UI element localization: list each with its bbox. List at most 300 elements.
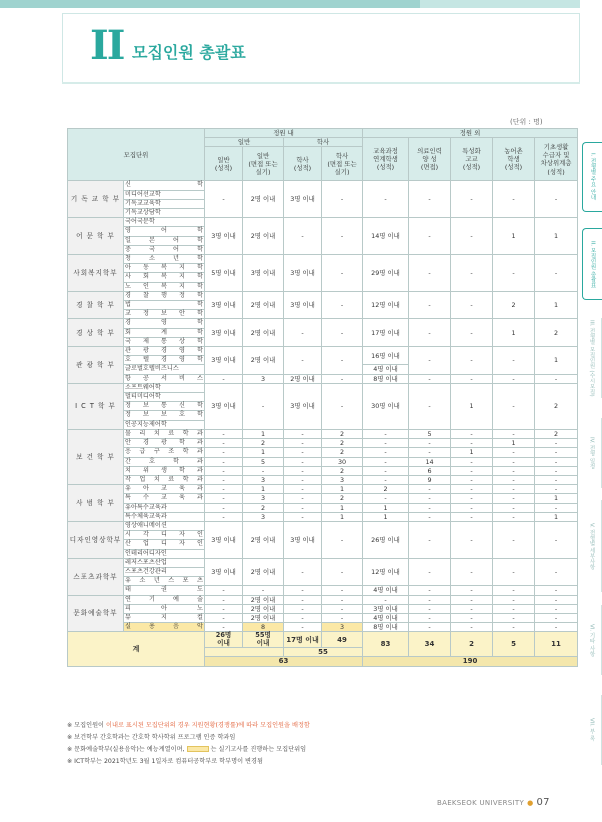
table-cell: 3명 이내 xyxy=(363,604,409,613)
dept-cell: 스포츠과학부 xyxy=(68,558,124,595)
major-cell: 안 경 광 학 과 xyxy=(125,439,204,447)
table-cell: - xyxy=(409,383,451,429)
table-cell: 11 xyxy=(535,632,578,657)
table-cell: 12명 이내 xyxy=(363,291,409,319)
table-cell: 3 xyxy=(322,475,363,484)
section-numeral: II xyxy=(90,22,124,69)
table-cell: - xyxy=(205,595,243,604)
table-cell: 83 xyxy=(363,632,409,657)
table-cell: - xyxy=(493,347,535,375)
table-cell: - xyxy=(451,604,493,613)
table-cell: - xyxy=(493,181,535,218)
table-cell: - xyxy=(451,181,493,218)
table-cell: - xyxy=(409,521,451,558)
major-cell: 실 용 음 악 xyxy=(125,623,204,631)
header-col: 의료인력 양 성 (면접) xyxy=(409,138,451,181)
table-cell: 14 xyxy=(409,457,451,466)
table-cell: 2 xyxy=(535,319,578,347)
table-cell: - xyxy=(451,558,493,586)
table-cell: 1 xyxy=(322,503,363,512)
table-cell: 8명 이내 xyxy=(363,374,409,383)
table-cell: - xyxy=(409,255,451,292)
footer-university: BAEKSEOK UNIVERSITY xyxy=(437,799,525,807)
table-cell: - xyxy=(284,604,322,613)
table-cell: 16명 이내 xyxy=(363,347,409,365)
table-cell: - xyxy=(284,475,322,484)
table-cell: 1 xyxy=(322,512,363,521)
dept-cell: 어 문 학 부 xyxy=(68,218,124,255)
table-cell: 3명 이내 xyxy=(205,521,243,558)
table-cell: - xyxy=(322,374,363,383)
table-cell: 2명 이내 xyxy=(243,181,284,218)
table-cell: 2명 이내 xyxy=(243,613,284,622)
table-cell: - xyxy=(284,494,322,503)
table-cell: - xyxy=(493,448,535,457)
table-row xyxy=(68,429,578,438)
table-row xyxy=(68,347,578,356)
table-cell: - xyxy=(284,448,322,457)
dept-cell: 경 상 학 부 xyxy=(68,319,124,347)
table-cell: 4명 이내 xyxy=(363,365,409,374)
table-cell: 1 xyxy=(493,218,535,255)
table-cell: - xyxy=(451,586,493,595)
table-cell: - xyxy=(493,383,535,429)
table-cell: - xyxy=(493,429,535,438)
unit-label: (단위 : 명) xyxy=(510,118,543,126)
header-col: 교육과정 연계학생 (성적) xyxy=(363,138,409,181)
note-1: ※ 모집인원이 이내로 표시된 모집단위의 경우 지원현황(경쟁률)에 따라 모집인원을 배정함 xyxy=(67,722,310,729)
major-cell: 소프트웨어학 xyxy=(124,383,205,392)
table-cell: - xyxy=(493,255,535,292)
table-row xyxy=(68,181,578,190)
note-2: ※ 보건학부 간호학과는 간호학 학사학위 프로그램 인증 학과임 xyxy=(67,734,236,741)
major-cell: 간 호 학 과 xyxy=(125,457,204,465)
table-cell: - xyxy=(284,586,322,595)
table-cell: 1 xyxy=(535,494,578,503)
dept-cell: 문화예술학부 xyxy=(68,595,124,632)
table-cell: - xyxy=(451,439,493,448)
table-cell: - xyxy=(409,374,451,383)
table-cell: - xyxy=(205,466,243,475)
table-cell: - xyxy=(409,586,451,595)
table-cell: - xyxy=(205,503,243,512)
major-cell: 기독교상담학 xyxy=(124,209,205,218)
table-cell: 2 xyxy=(322,448,363,457)
table-cell: - xyxy=(493,374,535,383)
table-cell: - xyxy=(451,485,493,494)
header-unit: 모집단위 xyxy=(68,129,205,181)
table-row xyxy=(68,448,578,457)
table-cell: - xyxy=(535,604,578,613)
table-cell: 3명 이내 xyxy=(205,218,243,255)
table-cell: 2명 이내 xyxy=(243,291,284,319)
table-cell: - xyxy=(322,383,363,429)
table-cell: 34 xyxy=(409,632,451,657)
major-cell: 산 업 디 자 인 xyxy=(125,540,204,548)
header-academic: 학사 xyxy=(284,138,363,147)
table-cell: - xyxy=(363,466,409,475)
table-cell: - xyxy=(451,218,493,255)
table-cell: - xyxy=(322,595,363,604)
major-cell: 스포츠건강관리 xyxy=(124,567,205,576)
table-cell: 2 xyxy=(243,503,284,512)
table-row xyxy=(68,503,578,512)
table-cell: 3명 이내 xyxy=(205,347,243,375)
major-cell: 항 공 서 비 스 xyxy=(125,374,204,382)
major-cell: 인공지능제어학 xyxy=(124,420,205,429)
table-cell: - xyxy=(284,613,322,622)
table-cell: - xyxy=(284,439,322,448)
table-cell: - xyxy=(284,503,322,512)
table-cell: 2 xyxy=(451,632,493,657)
table-cell: - xyxy=(535,503,578,512)
table-cell: - xyxy=(363,429,409,438)
table-row xyxy=(68,604,578,613)
table-cell: - xyxy=(243,383,284,429)
table-cell: - xyxy=(363,439,409,448)
table-cell: - xyxy=(409,485,451,494)
table-cell: - xyxy=(451,512,493,521)
table-body xyxy=(68,181,578,666)
table-cell: - xyxy=(493,613,535,622)
header-col: 학사 (면접 또는 실기) xyxy=(322,147,363,181)
table-cell: 2명 이내 xyxy=(243,319,284,347)
table-cell: - xyxy=(322,604,363,613)
table-cell: - xyxy=(451,503,493,512)
table-cell: 2 xyxy=(322,466,363,475)
table-cell: 190 xyxy=(363,657,578,666)
table-cell: - xyxy=(363,181,409,218)
table-cell: - xyxy=(205,429,243,438)
table-cell: 3 xyxy=(243,512,284,521)
table-cell: 2명 이내 xyxy=(243,558,284,586)
table-cell: - xyxy=(409,439,451,448)
table-cell: - xyxy=(363,457,409,466)
table-cell: - xyxy=(493,586,535,595)
table-cell: - xyxy=(535,181,578,218)
table-cell: - xyxy=(205,613,243,622)
table-cell: 2 xyxy=(535,383,578,429)
header-quota-out: 정원 외 xyxy=(363,129,578,138)
footer-dot: ● xyxy=(527,799,534,807)
table-cell: 1 xyxy=(535,291,578,319)
table-cell: 3명 이내 xyxy=(243,255,284,292)
dept-cell: 관 광 학 부 xyxy=(68,347,124,384)
header-col: 일반 (면접 또는 실기) xyxy=(243,147,284,181)
table-cell: 55 xyxy=(284,648,363,657)
table-cell: - xyxy=(284,319,322,347)
side-tab-5[interactable]: V. 전형별 세부사항 xyxy=(582,500,602,592)
table-cell: - xyxy=(409,623,451,632)
header-col: 특성화 고교 (성적) xyxy=(451,138,493,181)
table-cell: 1 xyxy=(363,512,409,521)
table-cell: - xyxy=(493,485,535,494)
table-cell: 3명 이내 xyxy=(205,558,243,586)
total-label: 계 xyxy=(68,632,205,666)
table-cell: - xyxy=(205,181,243,218)
major-cell: 경 영 학 xyxy=(125,319,204,327)
table-row xyxy=(68,521,578,530)
table-cell: - xyxy=(284,623,322,632)
table-cell: 17명 이내 xyxy=(363,319,409,347)
table-cell: 2 xyxy=(493,291,535,319)
table-cell: - xyxy=(493,558,535,586)
table-cell: 8명 이내 xyxy=(363,623,409,632)
table-cell: 3 xyxy=(243,475,284,484)
table-cell: - xyxy=(535,558,578,586)
table-cell: - xyxy=(493,604,535,613)
table-cell: - xyxy=(363,595,409,604)
side-tab-3[interactable]: III. 전형별 모집인원 (수시모집) xyxy=(582,318,602,398)
table-cell: 2 xyxy=(363,485,409,494)
major-cell: 태 권 도 xyxy=(125,586,204,594)
table-cell: - xyxy=(451,595,493,604)
major-cell: 멀티미디어학 xyxy=(124,393,205,402)
table-cell: 1 xyxy=(535,347,578,375)
table-row xyxy=(68,595,578,604)
table-cell: - xyxy=(284,558,322,586)
major-cell: 청 소 년 학 xyxy=(125,255,204,263)
table-cell: 3명 이내 xyxy=(284,255,322,292)
table-cell: 1 xyxy=(493,319,535,347)
header-col: 일반 (성적) xyxy=(205,147,243,181)
table-cell: - xyxy=(322,586,363,595)
footer xyxy=(437,797,550,808)
table-cell: - xyxy=(493,475,535,484)
table-cell: 5 xyxy=(493,632,535,657)
header-top-strip xyxy=(0,0,602,13)
table-cell: - xyxy=(493,457,535,466)
table-cell: 2명 이내 xyxy=(243,218,284,255)
table-cell: 55명 이내 xyxy=(243,632,284,648)
table-row xyxy=(68,218,578,227)
major-cell: 호 텔 경 영 학 xyxy=(125,356,204,364)
table-cell: - xyxy=(493,595,535,604)
dept-cell: I C T 학 부 xyxy=(68,383,124,429)
note-3: ※ 문화예술학부(실용음악)는 예능계열이며, 는 실기고사를 진행하는 모집단위임 xyxy=(67,746,307,753)
table-cell: - xyxy=(493,623,535,632)
table-cell: 1 xyxy=(451,383,493,429)
major-cell: 미디어선교학 xyxy=(124,190,205,199)
table-cell: - xyxy=(493,512,535,521)
table-cell: - xyxy=(451,347,493,375)
side-tab-6[interactable]: VI. 기타 사항 xyxy=(582,605,602,675)
table-cell: 26명 이내 xyxy=(205,632,243,648)
quota-summary-table xyxy=(67,128,578,667)
table-cell: 2 xyxy=(243,439,284,448)
table-cell: - xyxy=(409,319,451,347)
side-tab-2[interactable]: II. 모집인원 총괄표 xyxy=(582,228,602,300)
table-cell: - xyxy=(205,374,243,383)
table-cell: - xyxy=(535,255,578,292)
table-cell: - xyxy=(205,448,243,457)
table-cell: 5명 이내 xyxy=(205,255,243,292)
table-row xyxy=(68,623,578,632)
table-cell: - xyxy=(451,457,493,466)
table-row xyxy=(68,439,578,448)
table-cell: - xyxy=(493,503,535,512)
note-4: ※ ICT학부는 2021학년도 3월 1일자로 컴퓨터공학부로 학부명이 변경됨 xyxy=(67,758,263,765)
dept-cell: 디자인영상학부 xyxy=(68,521,124,558)
table-cell: - xyxy=(205,475,243,484)
side-tab-7[interactable]: VII. 부 록 xyxy=(582,695,602,765)
major-cell: 법 학 xyxy=(125,301,204,309)
table-cell: - xyxy=(409,181,451,218)
table-cell: - xyxy=(205,604,243,613)
table-cell: - xyxy=(451,494,493,503)
table-cell: 3명 이내 xyxy=(205,383,243,429)
major-cell: 뮤 지 컬 xyxy=(125,613,204,621)
header-col: 기초생활 수급자 및 차상위계층 (성적) xyxy=(535,138,578,181)
table-cell: - xyxy=(535,613,578,622)
header-quota-in: 정원 내 xyxy=(205,129,363,138)
major-cell: 특 수 교 육 과 xyxy=(125,494,204,502)
table-cell: 1 xyxy=(363,503,409,512)
table-cell: - xyxy=(535,374,578,383)
table-row xyxy=(68,494,578,503)
table-cell: - xyxy=(535,485,578,494)
table-cell: - xyxy=(322,181,363,218)
table-cell: 4명 이내 xyxy=(363,613,409,622)
major-cell: 유아특수교육과 xyxy=(124,503,205,512)
table-cell: - xyxy=(284,429,322,438)
table-cell: 12명 이내 xyxy=(363,558,409,586)
table-cell: 2명 이내 xyxy=(243,604,284,613)
major-cell: 정 보 보 호 학 xyxy=(125,411,204,419)
table-cell: - xyxy=(205,586,243,595)
major-cell: 국 제 통 상 학 xyxy=(125,337,204,345)
side-tab-4[interactable]: IV. 전형 일정 xyxy=(582,418,602,488)
table-cell: 49 xyxy=(322,632,363,648)
table-cell: - xyxy=(451,466,493,475)
table-cell: - xyxy=(535,457,578,466)
table-row xyxy=(68,613,578,622)
table-cell: - xyxy=(535,595,578,604)
table-cell: 2명 이내 xyxy=(243,521,284,558)
major-cell: 중 국 어 학 xyxy=(125,245,204,253)
table-cell: 1 xyxy=(535,512,578,521)
table-cell: - xyxy=(322,558,363,586)
dept-cell: 사 범 학 부 xyxy=(68,485,124,522)
table-cell: - xyxy=(322,613,363,622)
table-cell: - xyxy=(409,218,451,255)
table-cell: 63 xyxy=(205,657,363,666)
table-cell: 3 xyxy=(243,374,284,383)
table-cell: - xyxy=(451,255,493,292)
table-cell: 2 xyxy=(322,429,363,438)
table-cell: - xyxy=(284,512,322,521)
table-cell: - xyxy=(451,475,493,484)
table-row xyxy=(68,383,578,392)
table-cell: - xyxy=(363,448,409,457)
table-cell: - xyxy=(243,586,284,595)
table-cell: - xyxy=(409,503,451,512)
notes xyxy=(67,720,577,768)
side-tabs xyxy=(580,100,602,800)
table-cell: 3명 이내 xyxy=(284,291,322,319)
major-cell: 교 정 보 안 학 xyxy=(125,310,204,318)
table-cell: 1 xyxy=(493,439,535,448)
table-cell: 2명 이내 xyxy=(243,347,284,375)
table-cell: - xyxy=(409,347,451,375)
table-cell: - xyxy=(493,466,535,475)
major-cell: 영 어 학 xyxy=(125,227,204,235)
table-cell: 2 xyxy=(535,429,578,438)
major-cell: 회 계 학 xyxy=(125,328,204,336)
table-cell: - xyxy=(205,494,243,503)
page-number: 07 xyxy=(536,797,550,808)
table-cell: - xyxy=(363,494,409,503)
table-cell: 17명 이내 xyxy=(284,632,322,648)
table-cell: 29명 이내 xyxy=(363,255,409,292)
table-cell: - xyxy=(322,218,363,255)
table-cell: 1 xyxy=(243,485,284,494)
table-row xyxy=(68,558,578,567)
table-cell: - xyxy=(284,595,322,604)
major-cell: 글로벌호텔비즈니스 xyxy=(124,365,205,374)
total-general-spacer xyxy=(205,648,284,657)
table-cell: 8 xyxy=(243,623,284,632)
dept-cell: 보 건 학 부 xyxy=(68,429,124,484)
table-row xyxy=(68,466,578,475)
table-row xyxy=(68,255,578,264)
major-cell: 시 각 디 자 인 xyxy=(125,531,204,539)
table-cell: 1 xyxy=(243,429,284,438)
table-cell: - xyxy=(451,613,493,622)
table-cell: 5 xyxy=(409,429,451,438)
table-cell: - xyxy=(535,623,578,632)
table-cell: - xyxy=(322,521,363,558)
table-cell: - xyxy=(284,485,322,494)
side-tab-1[interactable]: I. 전형별 주요 안내 xyxy=(582,142,602,212)
table-cell: - xyxy=(535,586,578,595)
table-cell: - xyxy=(409,494,451,503)
table-cell: 26명 이내 xyxy=(363,521,409,558)
table-cell: 2 xyxy=(322,494,363,503)
table-row xyxy=(68,457,578,466)
table-cell: 3명 이내 xyxy=(284,383,322,429)
table-cell: - xyxy=(322,291,363,319)
major-cell: 사 회 복 지 학 xyxy=(125,273,204,281)
table-cell: 2명 이내 xyxy=(243,595,284,604)
major-cell: 응 급 구 조 학 과 xyxy=(125,448,204,456)
table-row xyxy=(68,319,578,328)
table-cell: 3명 이내 xyxy=(205,291,243,319)
table-cell: - xyxy=(205,439,243,448)
table-cell: 3명 이내 xyxy=(205,319,243,347)
table-cell: - xyxy=(243,466,284,475)
table-cell: - xyxy=(409,595,451,604)
table-cell: - xyxy=(409,291,451,319)
table-cell: - xyxy=(451,291,493,319)
table-cell: - xyxy=(284,466,322,475)
dept-cell: 경 찰 학 부 xyxy=(68,291,124,319)
table-row xyxy=(68,485,578,494)
table-cell: - xyxy=(535,448,578,457)
major-cell: 피 아 노 xyxy=(125,604,204,612)
major-cell: 작 업 치 료 학 과 xyxy=(125,475,204,483)
major-cell: 경 찰 행 정 학 xyxy=(125,291,204,299)
table-cell: - xyxy=(535,466,578,475)
table-cell: 4명 이내 xyxy=(363,586,409,595)
table-cell: 1 xyxy=(322,485,363,494)
table-cell: - xyxy=(451,319,493,347)
table-cell: - xyxy=(409,604,451,613)
table-cell: 3 xyxy=(322,623,363,632)
header-col: 학사 (성적) xyxy=(284,147,322,181)
table-cell: 30 xyxy=(322,457,363,466)
major-cell: 일 본 어 학 xyxy=(125,236,204,244)
